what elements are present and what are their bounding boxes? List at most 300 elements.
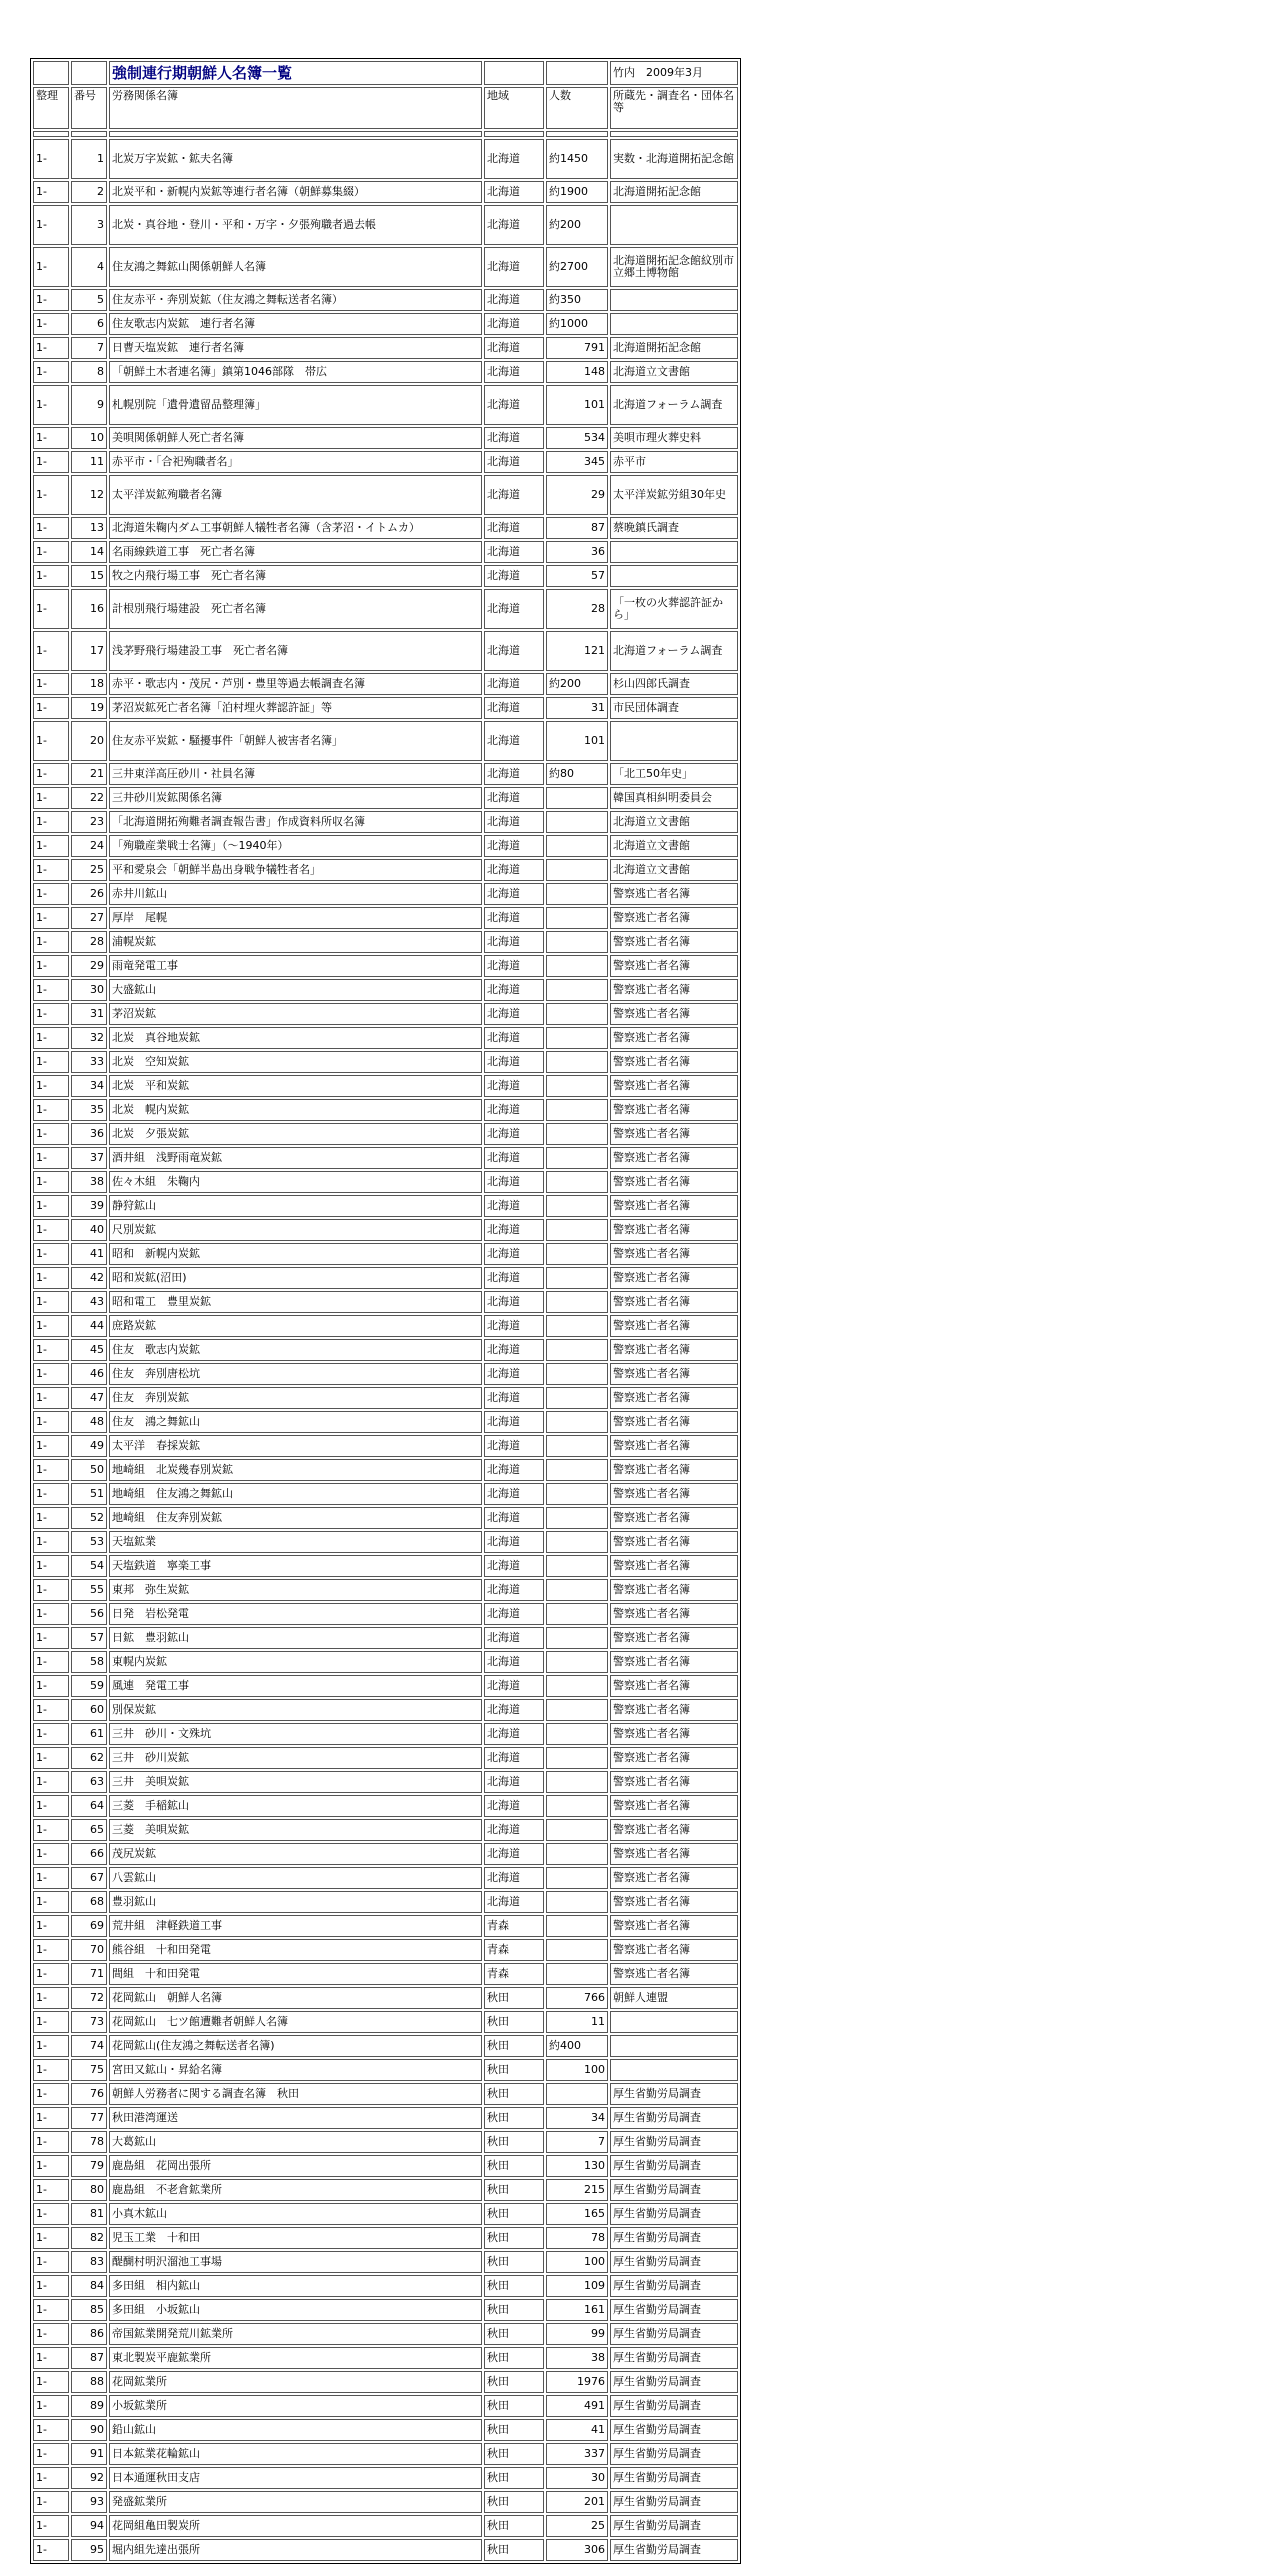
name-cell: 多田組 小坂鉱山	[109, 2299, 482, 2321]
count-cell	[546, 1003, 608, 1025]
name-cell: 八雲鉱山	[109, 1867, 482, 1889]
table-row	[33, 1435, 738, 1457]
name-cell: 住友歌志内炭鉱 連行者名簿	[109, 313, 482, 335]
name-cell: 浅茅野飛行場建設工事 死亡者名簿	[109, 631, 482, 671]
table-row	[33, 2467, 738, 2489]
name-cell: 風連 発電工事	[109, 1675, 482, 1697]
name-cell: 三井 砂川炭鉱	[109, 1747, 482, 1769]
region-cell: 北海道	[484, 1339, 544, 1361]
source-cell: 警察逃亡者名簿	[610, 1075, 738, 1097]
count-cell	[546, 1963, 608, 1985]
bango-cell: 17	[71, 631, 107, 671]
region-cell: 北海道	[484, 1195, 544, 1217]
count-cell	[546, 1411, 608, 1433]
name-cell: 花岡鉱山(住友鴻之舞転送者名簿)	[109, 2035, 482, 2057]
region-cell: 秋田	[484, 2251, 544, 2273]
table-row	[33, 883, 738, 905]
name-cell: 茅沼炭鉱死亡者名簿「泊村埋火葬認許証」等	[109, 697, 482, 719]
seiri-cell: 1-	[33, 1747, 69, 1769]
table-row	[33, 589, 738, 629]
region-cell: 秋田	[484, 2467, 544, 2489]
name-list-table	[30, 58, 741, 2564]
source-cell: 警察逃亡者名簿	[610, 1315, 738, 1337]
source-cell: 北海道開拓記念館	[610, 337, 738, 359]
bango-cell: 84	[71, 2275, 107, 2297]
seiri-cell: 1-	[33, 2419, 69, 2441]
table-row	[33, 517, 738, 539]
name-cell: 北炭万字炭鉱・鉱夫名簿	[109, 139, 482, 179]
name-cell: 醍醐村明沢溜池工事場	[109, 2251, 482, 2273]
seiri-cell: 1-	[33, 2011, 69, 2033]
table-row	[33, 1579, 738, 1601]
count-cell: 345	[546, 451, 608, 473]
bango-cell: 92	[71, 2467, 107, 2489]
count-cell	[546, 1339, 608, 1361]
bango-cell: 91	[71, 2443, 107, 2465]
source-cell: 警察逃亡者名簿	[610, 1387, 738, 1409]
name-cell: 雨竜発電工事	[109, 955, 482, 977]
table-row	[33, 1699, 738, 1721]
region-cell: 秋田	[484, 2131, 544, 2153]
name-cell: 豊羽鉱山	[109, 1891, 482, 1913]
region-cell: 秋田	[484, 2491, 544, 2513]
spacer-cell	[610, 131, 738, 137]
header-source: 所蔵先・調査名・団体名等	[610, 87, 738, 129]
region-cell: 北海道	[484, 313, 544, 335]
bango-cell: 10	[71, 427, 107, 449]
bango-cell: 20	[71, 721, 107, 761]
table-row	[33, 1003, 738, 1025]
source-cell: 厚生省勤労局調査	[610, 2155, 738, 2177]
bango-cell: 2	[71, 181, 107, 203]
bango-cell: 41	[71, 1243, 107, 1265]
region-cell: 秋田	[484, 2059, 544, 2081]
region-cell: 北海道	[484, 631, 544, 671]
name-cell: 堀内組先達出張所	[109, 2539, 482, 2561]
seiri-cell: 1-	[33, 2227, 69, 2249]
count-cell	[546, 1147, 608, 1169]
source-cell: 警察逃亡者名簿	[610, 1147, 738, 1169]
seiri-cell: 1-	[33, 1939, 69, 1961]
region-cell: 北海道	[484, 517, 544, 539]
source-cell: 厚生省勤労局調査	[610, 2395, 738, 2417]
bango-cell: 82	[71, 2227, 107, 2249]
name-cell: 茂尻炭鉱	[109, 1843, 482, 1865]
count-cell	[546, 1195, 608, 1217]
region-cell: 北海道	[484, 181, 544, 203]
name-cell: 厚岸 尾幌	[109, 907, 482, 929]
region-cell: 秋田	[484, 2539, 544, 2561]
name-cell: 間組 十和田発電	[109, 1963, 482, 1985]
seiri-cell: 1-	[33, 1267, 69, 1289]
table-row	[33, 721, 738, 761]
name-cell: 名雨線鉄道工事 死亡者名簿	[109, 541, 482, 563]
region-cell: 北海道	[484, 1051, 544, 1073]
seiri-cell: 1-	[33, 1555, 69, 1577]
source-cell: 厚生省勤労局調査	[610, 2227, 738, 2249]
table-row	[33, 1843, 738, 1865]
source-cell: 北海道開拓記念館紋別市立郷土博物館	[610, 247, 738, 287]
source-cell: 警察逃亡者名簿	[610, 931, 738, 953]
count-cell: 約350	[546, 289, 608, 311]
table-row	[33, 835, 738, 857]
source-cell: 警察逃亡者名簿	[610, 1843, 738, 1865]
seiri-cell: 1-	[33, 385, 69, 425]
name-cell: 北炭 真谷地炭鉱	[109, 1027, 482, 1049]
name-cell: 北炭 空知炭鉱	[109, 1051, 482, 1073]
source-cell: 警察逃亡者名簿	[610, 1819, 738, 1841]
table-row	[33, 1363, 738, 1385]
count-cell	[546, 835, 608, 857]
source-cell: 警察逃亡者名簿	[610, 1771, 738, 1793]
count-cell: 100	[546, 2251, 608, 2273]
bango-cell: 13	[71, 517, 107, 539]
header-count: 人数	[546, 87, 608, 129]
region-cell: 秋田	[484, 2011, 544, 2033]
count-cell	[546, 1459, 608, 1481]
seiri-cell: 1-	[33, 427, 69, 449]
region-cell: 北海道	[484, 1819, 544, 1841]
source-cell: 警察逃亡者名簿	[610, 1363, 738, 1385]
source-cell: 韓国真相糾明委員会	[610, 787, 738, 809]
seiri-cell: 1-	[33, 1627, 69, 1649]
seiri-cell: 1-	[33, 1771, 69, 1793]
bango-cell: 37	[71, 1147, 107, 1169]
name-cell: 地崎組 住友鴻之舞鉱山	[109, 1483, 482, 1505]
count-cell: 30	[546, 2467, 608, 2489]
seiri-cell: 1-	[33, 2251, 69, 2273]
region-cell: 北海道	[484, 1219, 544, 1241]
count-cell: 215	[546, 2179, 608, 2201]
count-cell: 87	[546, 517, 608, 539]
region-cell: 北海道	[484, 1867, 544, 1889]
bango-cell: 66	[71, 1843, 107, 1865]
seiri-cell: 1-	[33, 1027, 69, 1049]
seiri-cell: 1-	[33, 541, 69, 563]
region-cell: 北海道	[484, 721, 544, 761]
source-cell: 北海道立文書館	[610, 835, 738, 857]
seiri-cell: 1-	[33, 1843, 69, 1865]
name-cell: 「殉職産業戦士名簿」（～1940年）	[109, 835, 482, 857]
bango-cell: 11	[71, 451, 107, 473]
name-cell: 花岡鉱山 朝鮮人名簿	[109, 1987, 482, 2009]
name-cell: 住友赤平・奔別炭鉱（住友鴻之舞転送者名簿）	[109, 289, 482, 311]
name-cell: 昭和電工 豊里炭鉱	[109, 1291, 482, 1313]
bango-cell: 73	[71, 2011, 107, 2033]
header-bango: 番号	[71, 87, 107, 129]
table-row	[33, 1459, 738, 1481]
source-cell	[610, 565, 738, 587]
seiri-cell: 1-	[33, 517, 69, 539]
table-row	[33, 2155, 738, 2177]
bango-cell: 45	[71, 1339, 107, 1361]
seiri-cell: 1-	[33, 979, 69, 1001]
table-row	[33, 385, 738, 425]
name-cell: 発盛鉱業所	[109, 2491, 482, 2513]
table-row	[33, 2371, 738, 2393]
count-cell: 101	[546, 385, 608, 425]
table-row	[33, 1291, 738, 1313]
table-row	[33, 2515, 738, 2537]
name-cell: 東幌内炭鉱	[109, 1651, 482, 1673]
region-cell: 秋田	[484, 2443, 544, 2465]
table-row	[33, 811, 738, 833]
table-row	[33, 1243, 738, 1265]
region-cell: 北海道	[484, 541, 544, 563]
source-cell: 警察逃亡者名簿	[610, 1699, 738, 1721]
count-cell	[546, 1891, 608, 1913]
bango-cell: 34	[71, 1075, 107, 1097]
region-cell: 北海道	[484, 1459, 544, 1481]
count-cell	[546, 1483, 608, 1505]
table-row	[33, 2299, 738, 2321]
name-cell: 「朝鮮土木者連名簿」鎮第1046部隊 帯広	[109, 361, 482, 383]
region-cell: 青森	[484, 1915, 544, 1937]
table-row	[33, 1267, 738, 1289]
bango-cell: 56	[71, 1603, 107, 1625]
seiri-cell: 1-	[33, 2347, 69, 2369]
count-cell: 78	[546, 2227, 608, 2249]
count-cell	[546, 811, 608, 833]
spacer-cell	[484, 131, 544, 137]
source-cell: 厚生省勤労局調査	[610, 2107, 738, 2129]
table-row	[33, 2179, 738, 2201]
source-cell: 警察逃亡者名簿	[610, 1003, 738, 1025]
region-cell: 北海道	[484, 385, 544, 425]
seiri-cell: 1-	[33, 2539, 69, 2561]
source-cell: 厚生省勤労局調査	[610, 2323, 738, 2345]
region-cell: 北海道	[484, 1531, 544, 1553]
count-cell: 109	[546, 2275, 608, 2297]
region-cell: 北海道	[484, 1747, 544, 1769]
table-row	[33, 1507, 738, 1529]
count-cell	[546, 1651, 608, 1673]
region-cell: 秋田	[484, 2083, 544, 2105]
region-cell: 秋田	[484, 2227, 544, 2249]
bango-cell: 31	[71, 1003, 107, 1025]
name-cell: 鹿島組 不老倉鉱業所	[109, 2179, 482, 2201]
bango-cell: 49	[71, 1435, 107, 1457]
count-cell: 201	[546, 2491, 608, 2513]
name-cell: 秋田港湾運送	[109, 2107, 482, 2129]
bango-cell: 12	[71, 475, 107, 515]
name-cell: 小坂鉱業所	[109, 2395, 482, 2417]
bango-cell: 1	[71, 139, 107, 179]
source-cell	[610, 289, 738, 311]
table-row	[33, 1819, 738, 1841]
source-cell: 厚生省勤労局調査	[610, 2371, 738, 2393]
bango-cell: 28	[71, 931, 107, 953]
count-cell: 130	[546, 2155, 608, 2177]
region-cell: 青森	[484, 1939, 544, 1961]
source-cell: 警察逃亡者名簿	[610, 1723, 738, 1745]
bango-cell: 89	[71, 2395, 107, 2417]
table-row	[33, 2131, 738, 2153]
seiri-cell: 1-	[33, 361, 69, 383]
seiri-cell: 1-	[33, 2179, 69, 2201]
bango-cell: 88	[71, 2371, 107, 2393]
count-cell: 約80	[546, 763, 608, 785]
region-cell: 北海道	[484, 1723, 544, 1745]
name-cell: 三井砂川炭鉱関係名簿	[109, 787, 482, 809]
count-cell: 41	[546, 2419, 608, 2441]
seiri-cell: 1-	[33, 697, 69, 719]
bango-cell: 32	[71, 1027, 107, 1049]
count-cell	[546, 1675, 608, 1697]
source-cell: 厚生省勤労局調査	[610, 2083, 738, 2105]
region-cell: 秋田	[484, 2371, 544, 2393]
bango-cell: 85	[71, 2299, 107, 2321]
region-cell: 北海道	[484, 1651, 544, 1673]
source-cell: 警察逃亡者名簿	[610, 1099, 738, 1121]
seiri-cell: 1-	[33, 907, 69, 929]
name-cell: 花岡鉱山 七ツ館遭難者朝鮮人名簿	[109, 2011, 482, 2033]
table-row	[33, 247, 738, 287]
name-cell: 天塩鉱業	[109, 1531, 482, 1553]
region-cell: 青森	[484, 1963, 544, 1985]
source-cell: 厚生省勤労局調査	[610, 2515, 738, 2537]
table-row	[33, 313, 738, 335]
count-cell	[546, 1939, 608, 1961]
table-row	[33, 1723, 738, 1745]
count-cell	[546, 1075, 608, 1097]
seiri-cell: 1-	[33, 835, 69, 857]
seiri-cell: 1-	[33, 2155, 69, 2177]
seiri-cell: 1-	[33, 1291, 69, 1313]
region-cell: 北海道	[484, 1603, 544, 1625]
region-cell: 秋田	[484, 2395, 544, 2417]
bango-cell: 70	[71, 1939, 107, 1961]
source-cell: 警察逃亡者名簿	[610, 1243, 738, 1265]
count-cell: 約200	[546, 673, 608, 695]
name-cell: 赤井川鉱山	[109, 883, 482, 905]
count-cell	[546, 1795, 608, 1817]
seiri-cell: 1-	[33, 1339, 69, 1361]
source-cell: 美唄市理火葬史料	[610, 427, 738, 449]
bango-cell: 94	[71, 2515, 107, 2537]
bango-cell: 75	[71, 2059, 107, 2081]
bango-cell: 6	[71, 313, 107, 335]
name-cell: 大盛鉱山	[109, 979, 482, 1001]
seiri-cell: 1-	[33, 313, 69, 335]
seiri-cell: 1-	[33, 1315, 69, 1337]
bango-cell: 95	[71, 2539, 107, 2561]
source-cell: 警察逃亡者名簿	[610, 1195, 738, 1217]
region-cell: 北海道	[484, 697, 544, 719]
seiri-cell: 1-	[33, 1675, 69, 1697]
bango-cell: 90	[71, 2419, 107, 2441]
count-cell: 161	[546, 2299, 608, 2321]
region-cell: 北海道	[484, 1795, 544, 1817]
region-cell: 秋田	[484, 2155, 544, 2177]
count-cell	[546, 1915, 608, 1937]
name-cell: 庶路炭鉱	[109, 1315, 482, 1337]
bango-cell: 86	[71, 2323, 107, 2345]
name-cell: 宮田又鉱山・昇給名簿	[109, 2059, 482, 2081]
title-blank-cell	[33, 61, 69, 85]
seiri-cell: 1-	[33, 811, 69, 833]
seiri-cell: 1-	[33, 589, 69, 629]
bango-cell: 55	[71, 1579, 107, 1601]
name-cell: 日本通運秋田支店	[109, 2467, 482, 2489]
count-cell	[546, 1171, 608, 1193]
count-cell: 約400	[546, 2035, 608, 2057]
count-cell: 約1450	[546, 139, 608, 179]
seiri-cell: 1-	[33, 787, 69, 809]
region-cell: 北海道	[484, 475, 544, 515]
table-row	[33, 2275, 738, 2297]
region-cell: 北海道	[484, 1771, 544, 1793]
table-row	[33, 2011, 738, 2033]
region-cell: 北海道	[484, 1267, 544, 1289]
count-cell: 121	[546, 631, 608, 671]
table-row	[33, 2443, 738, 2465]
bango-cell: 29	[71, 955, 107, 977]
count-cell	[546, 1051, 608, 1073]
name-cell: 東北製炭平鹿鉱業所	[109, 2347, 482, 2369]
seiri-cell: 1-	[33, 859, 69, 881]
source-cell: 警察逃亡者名簿	[610, 1603, 738, 1625]
name-cell: 住友 奔別炭鉱	[109, 1387, 482, 1409]
region-cell: 北海道	[484, 1315, 544, 1337]
source-cell: 実数・北海道開拓記念館	[610, 139, 738, 179]
source-cell: 太平洋炭鉱労組30年史	[610, 475, 738, 515]
name-cell: 北海道朱鞠内ダム工事朝鮮人犠牲者名簿（含茅沼・イトムカ）	[109, 517, 482, 539]
source-cell	[610, 541, 738, 563]
bango-cell: 50	[71, 1459, 107, 1481]
seiri-cell: 1-	[33, 2467, 69, 2489]
seiri-cell: 1-	[33, 1051, 69, 1073]
bango-cell: 79	[71, 2155, 107, 2177]
table-row	[33, 979, 738, 1001]
name-cell: 帝国鉱業開発荒川鉱業所	[109, 2323, 482, 2345]
region-cell: 北海道	[484, 1003, 544, 1025]
source-cell	[610, 2059, 738, 2081]
source-cell: 警察逃亡者名簿	[610, 907, 738, 929]
source-cell: 厚生省勤労局調査	[610, 2491, 738, 2513]
source-cell: 厚生省勤労局調査	[610, 2539, 738, 2561]
bango-cell: 35	[71, 1099, 107, 1121]
seiri-cell: 1-	[33, 1099, 69, 1121]
seiri-cell: 1-	[33, 1003, 69, 1025]
region-cell: 秋田	[484, 2299, 544, 2321]
region-cell: 北海道	[484, 883, 544, 905]
source-cell: 朝鮮人連盟	[610, 1987, 738, 2009]
count-cell: 38	[546, 2347, 608, 2369]
source-cell: 警察逃亡者名簿	[610, 1459, 738, 1481]
spacer-row	[33, 131, 738, 137]
bango-cell: 54	[71, 1555, 107, 1577]
table-row	[33, 337, 738, 359]
seiri-cell: 1-	[33, 2371, 69, 2393]
spacer-cell	[546, 131, 608, 137]
region-cell: 北海道	[484, 1363, 544, 1385]
seiri-cell: 1-	[33, 1147, 69, 1169]
source-cell: 北海道フォーラム調査	[610, 631, 738, 671]
bango-cell: 58	[71, 1651, 107, 1673]
name-cell: 住友赤平炭鉱・騒擾事件「朝鮮人被害者名簿」	[109, 721, 482, 761]
name-cell: 北炭 夕張炭鉱	[109, 1123, 482, 1145]
bango-cell: 80	[71, 2179, 107, 2201]
source-cell: 蔡晩鎮氏調査	[610, 517, 738, 539]
count-cell	[546, 1555, 608, 1577]
source-cell	[610, 313, 738, 335]
name-cell: 浦幌炭鉱	[109, 931, 482, 953]
name-cell: 地崎組 北炭幾春別炭鉱	[109, 1459, 482, 1481]
source-cell: 警察逃亡者名簿	[610, 1051, 738, 1073]
name-cell: 児玉工業 十和田	[109, 2227, 482, 2249]
bango-cell: 59	[71, 1675, 107, 1697]
